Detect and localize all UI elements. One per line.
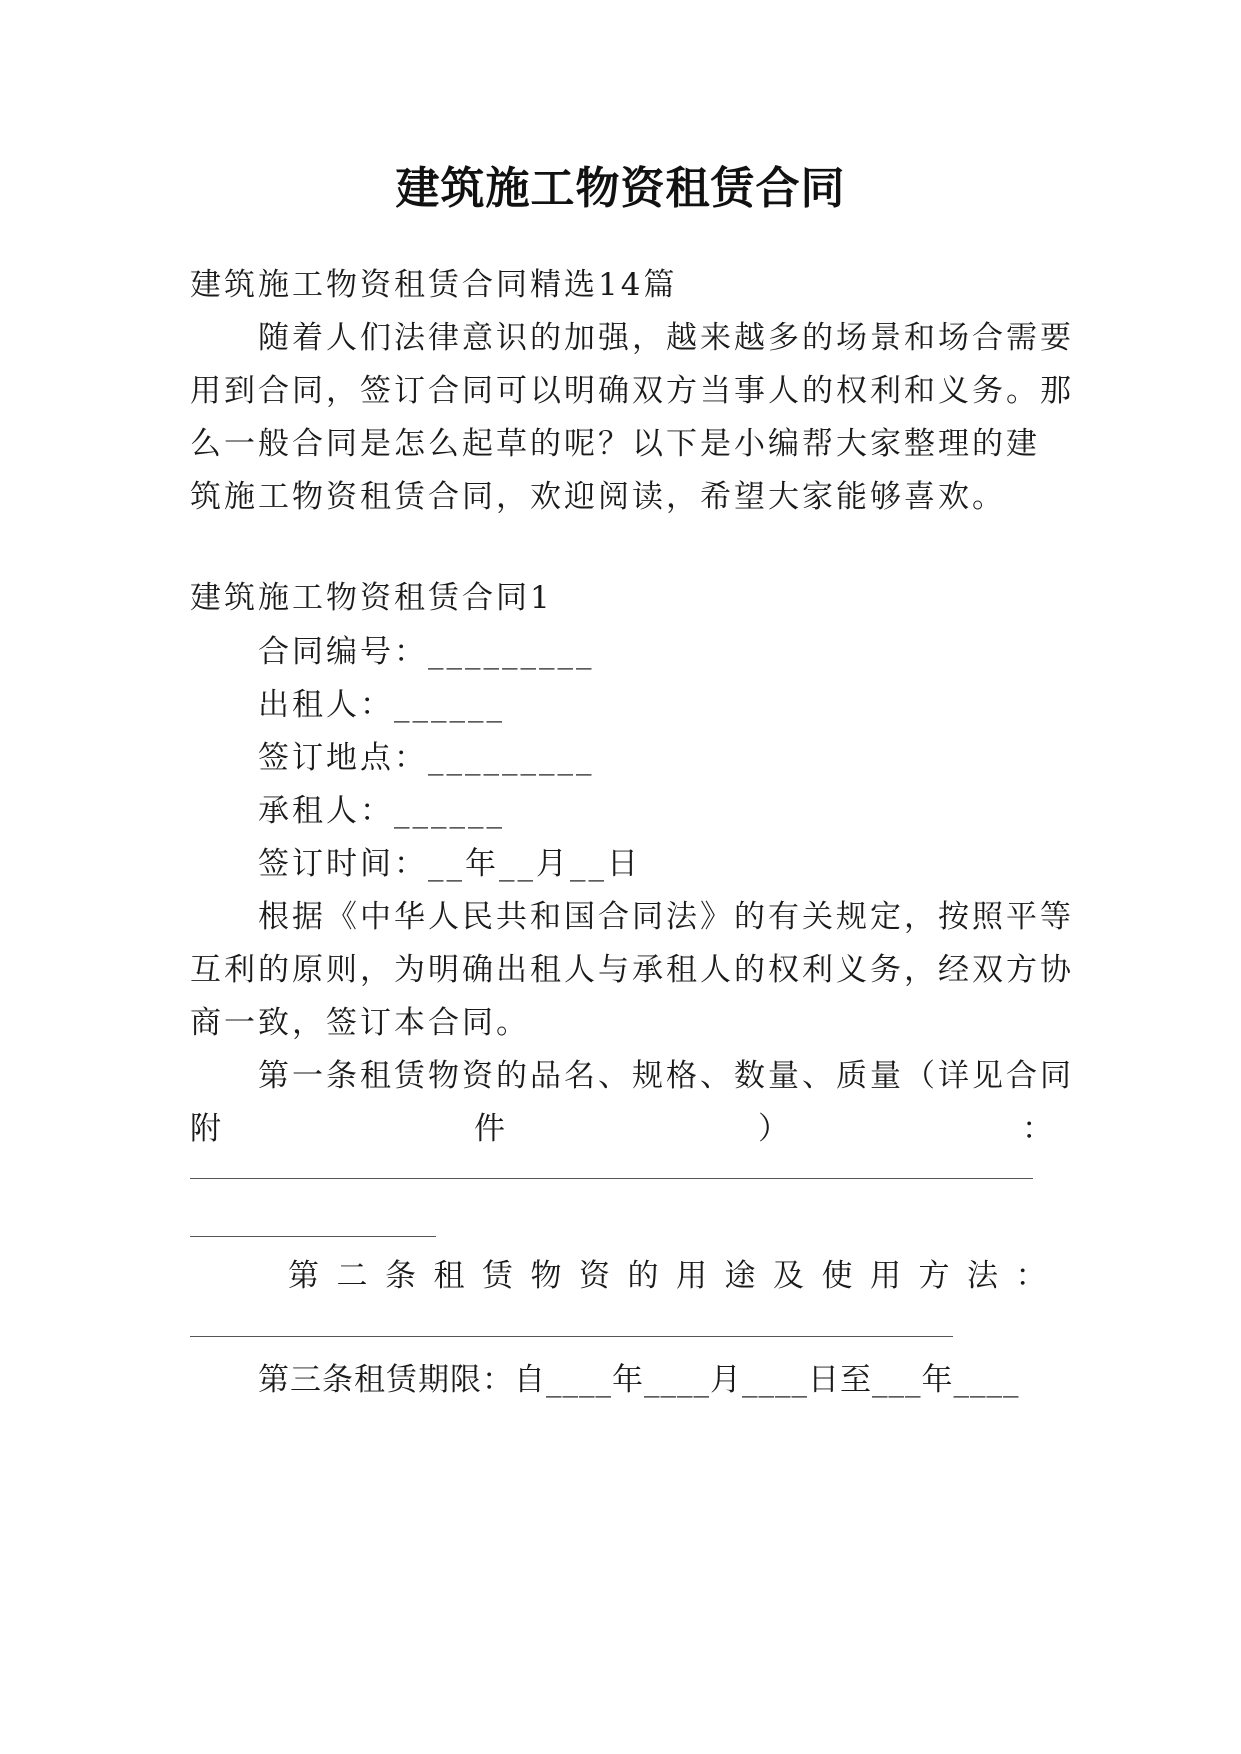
field-signing-time: 签订时间：__年__月__日 — [258, 846, 641, 882]
field-signing-place: 签订地点：_________ — [258, 740, 595, 776]
intro-line-2: 用到合同，签订合同可以明确双方当事人的权利和义务。那 — [190, 373, 1074, 409]
article2-heading: 第二条租赁物资的用途及使用方法： — [288, 1258, 1064, 1294]
document-title: 建筑施工物资租赁合同 — [395, 163, 846, 214]
preamble-line-3: 商一致，签订本合同。 — [190, 1005, 530, 1041]
field-lessee: 承租人：______ — [258, 793, 505, 829]
article1-part-item: 件 — [474, 1111, 505, 1147]
collection-subtitle: 建筑施工物资租赁合同精选14篇 — [190, 267, 678, 303]
article2-blank-line — [190, 1336, 953, 1337]
section-heading: 建筑施工物资租赁合同1 — [190, 580, 553, 616]
article1-blank-line-2 — [190, 1236, 436, 1237]
article1-part-attach: 附 — [190, 1111, 221, 1147]
field-contract-number: 合同编号：_________ — [258, 634, 595, 670]
article1-part-paren: ） — [758, 1111, 789, 1147]
article3-term: 第三条租赁期限：自____年____月____日至___年____ — [258, 1362, 1020, 1398]
intro-line-3: 么一般合同是怎么起草的呢？以下是小编帮大家整理的建 — [190, 426, 1040, 462]
preamble-line-2: 互利的原则，为明确出租人与承租人的权利义务，经双方协 — [190, 952, 1074, 988]
article1-part-colon: ： — [1022, 1111, 1053, 1147]
intro-line-4: 筑施工物资租赁合同，欢迎阅读，希望大家能够喜欢。 — [190, 479, 1006, 515]
intro-line-1: 随着人们法律意识的加强，越来越多的场景和场合需要 — [258, 320, 1074, 356]
article1-line-1: 第一条租赁物资的品名、规格、数量、质量（详见合同 — [258, 1058, 1074, 1094]
preamble-line-1: 根据《中华人民共和国合同法》的有关规定，按照平等 — [258, 899, 1074, 935]
field-lessor: 出租人：______ — [258, 687, 505, 723]
article1-blank-line-1 — [190, 1178, 1033, 1179]
